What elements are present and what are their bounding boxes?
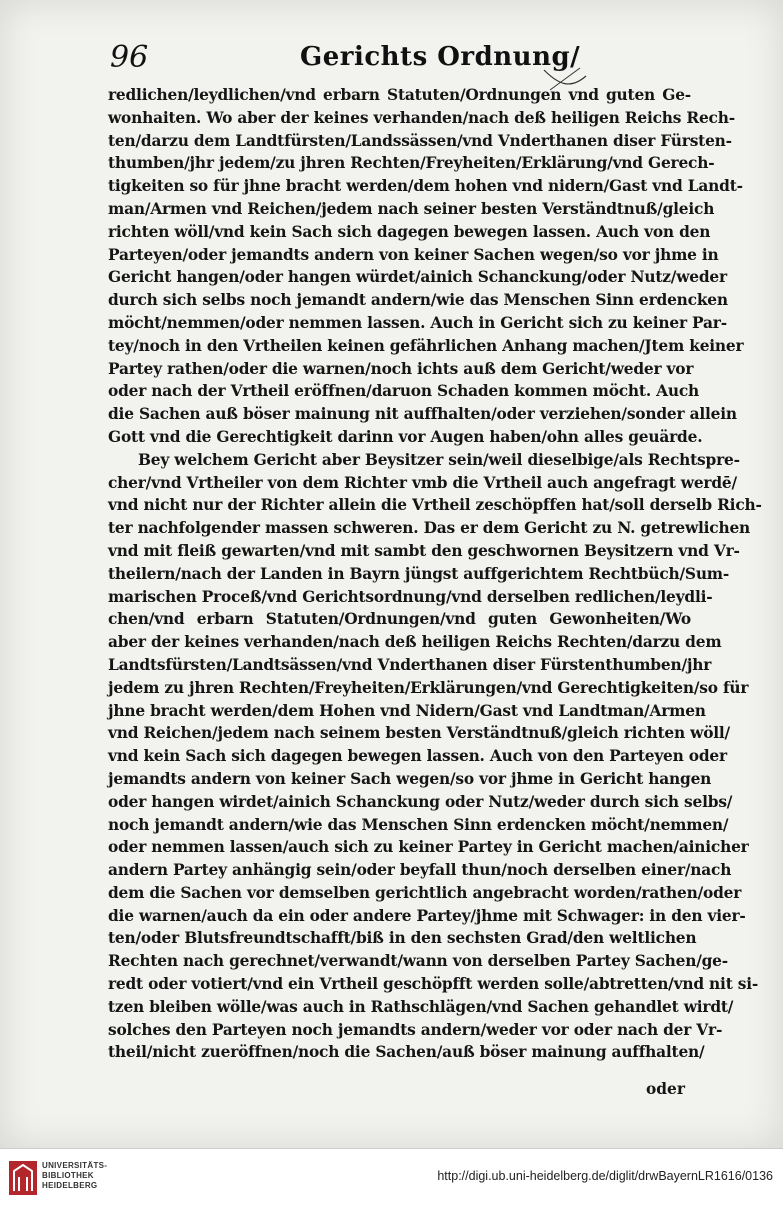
- text-line: vnd nicht nur der Richter allein die Vrtheil zeschöpffen hat/soll derselb Rich-: [108, 496, 762, 515]
- text-line: dem die Sachen vor demselben gerichtlich angebracht worden/rathen/oder: [108, 883, 742, 902]
- text-line: chen/vnd erbarn Statuten/Ordnungen/vnd guten Gewonheiten/Wo: [108, 610, 691, 629]
- library-name-line: BIBLIOTHEK: [42, 1171, 94, 1180]
- text-line: jhne bracht werden/dem Hohen vnd Nidern/Gast vnd Landtman/Armen: [108, 701, 706, 720]
- text-line: tigkeiten so für jhne bracht werden/dem hohen vnd nidern/Gast vnd Landt-: [108, 177, 743, 196]
- text-line: tey/noch in den Vrtheilen keinen gefährlichen Anhang machen/Jtem keiner: [108, 336, 744, 355]
- source-url[interactable]: http://digi.ub.uni-heidelberg.de/diglit/drwBayernLR1616/0136: [437, 1169, 773, 1183]
- text-line: aber der keines verhanden/nach deß heiligen Reichs Rechten/darzu dem: [108, 633, 722, 652]
- page-header: [0, 40, 783, 80]
- text-line: Rechten nach gerechnet/verwandt/wann von derselben Partey Sachen/ge-: [108, 952, 728, 971]
- text-line: marischen Proceß/vnd Gerichtsordnung/vnd derselben redlichen/leydli-: [108, 587, 713, 606]
- footer-bar: [0, 1148, 783, 1206]
- library-name: [42, 1161, 107, 1191]
- text-line: ten/oder Blutsfreundtschafft/biß in den sechsten Grad/den weltlichen: [108, 929, 697, 948]
- text-line: durch sich selbs noch jemandt andern/wie das Menschen Sinn erdencken: [108, 291, 728, 310]
- text-line: Parteyen/oder jemandts andern von keiner Sachen wegen/so vor jhme in: [108, 245, 719, 264]
- text-line: redlichen/leydlichen/vnd erbarn Statuten/Ordnungen vnd guten Ge-: [108, 86, 691, 104]
- text-line: ter nachfolgender massen schweren. Das er dem Gericht zu N. getrewlichen: [108, 519, 751, 538]
- library-name-line: UNIVERSITÄTS-: [42, 1161, 108, 1170]
- text-line: man/Armen vnd Reichen/jedem nach seiner besten Verständtnuß/gleich: [108, 199, 715, 218]
- page-number: 96: [110, 40, 149, 75]
- text-line: tzen bleiben wölle/was auch in Rathschlägen/vnd Sachen gehandlet wirdt/: [108, 997, 734, 1016]
- text-line: die Sachen auß böser mainung nit auffhalten/oder verziehen/sonder allein: [108, 405, 737, 424]
- text-line: oder nach der Vrtheil eröffnen/daruon Schaden kommen möcht. Auch: [108, 382, 700, 401]
- text-line: theil/nicht zueröffnen/noch die Sachen/auß böser mainung auffhalten/: [108, 1043, 705, 1062]
- text-line: wonhaiten. Wo aber der keines verhanden/nach deß heiligen Reichs Rech-: [108, 108, 735, 127]
- text-line: die warnen/auch da ein oder andere Partey/jhme mit Schwager: in den vier-: [108, 906, 746, 925]
- text-line: vnd kein Sach sich dagegen bewegen lassen. Auch von den Parteyen oder: [108, 747, 727, 766]
- text-line: andern Partey anhängig sein/oder beyfall thun/noch derselben einer/nach: [108, 861, 732, 880]
- body-text: [108, 84, 762, 1064]
- text-line: Bey welchem Gericht aber Beysitzer sein/weil dieselbige/als Rechtspre-: [138, 450, 740, 469]
- text-line: Gericht hangen/oder hangen würdet/ainich Schanckung/oder Nutz/weder: [108, 268, 727, 287]
- text-line: noch jemandt andern/wie das Menschen Sinn erdencken möcht/nemmen/: [108, 815, 729, 834]
- text-line: jemandts andern von keiner Sach wegen/so vor jhme in Gericht hangen: [108, 769, 712, 788]
- text-line: theilern/nach der Landen in Bayrn jüngst auffgerichtem Rechtbüch/Sum-: [108, 564, 730, 583]
- text-line: oder nemmen lassen/auch sich zu keiner Partey in Gericht machen/ainicher: [108, 838, 749, 857]
- text-line: solches den Parteyen noch jemandts andern/weder vor oder nach der Vr-: [108, 1020, 723, 1039]
- running-title: Gerichts Ordnung/: [300, 42, 581, 72]
- text-line: ten/darzu dem Landtfürsten/Landssässen/vnd Vnderthanen diser Fürsten-: [108, 131, 732, 150]
- text-line: redt oder votiert/vnd ein Vrtheil geschöpfft werden solle/abtretten/vnd nit si-: [108, 975, 759, 994]
- text-line: richten wöll/vnd kein Sach sich dagegen bewegen lassen. Auch von den: [108, 222, 711, 241]
- text-line: Gott vnd die Gerechtigkeit darinn vor Augen haben/ohn alles geuärde.: [108, 427, 703, 446]
- text-line: cher/vnd Vrtheiler von dem Richter vmb die Vrtheil auch angefragt werdē/: [108, 473, 737, 492]
- text-line: Landtsfürsten/Landtsässen/vnd Vnderthanen diser Fürstenthumben/jhr: [108, 655, 712, 674]
- catchword: oder: [646, 1080, 685, 1098]
- text-line: oder hangen wirdet/ainich Schanckung oder Nutz/weder durch sich selbs/: [108, 792, 733, 811]
- text-line: Partey rathen/oder die warnen/noch ichts auß dem Gericht/weder vor: [108, 359, 694, 378]
- text-line: vnd Reichen/jedem nach seinem besten Verständtnuß/gleich richten wöll/: [108, 724, 730, 743]
- text-line: möcht/nemmen/oder nemmen lassen. Auch in Gericht sich zu keiner Par-: [108, 313, 727, 332]
- text-line: thumben/jhr jedem/zu jhren Rechten/Freyheiten/Erklärung/vnd Gerech-: [108, 154, 715, 173]
- library-name-line: HEIDELBERG: [42, 1181, 98, 1190]
- text-line: vnd mit fleiß gewarten/vnd mit sambt den geschwornen Beysitzern vnd Vr-: [108, 541, 740, 560]
- university-logo-icon[interactable]: [8, 1157, 38, 1197]
- text-line: jedem zu jhren Rechten/Freyheiten/Erklärungen/vnd Gerechtigkeiten/so für: [108, 678, 749, 697]
